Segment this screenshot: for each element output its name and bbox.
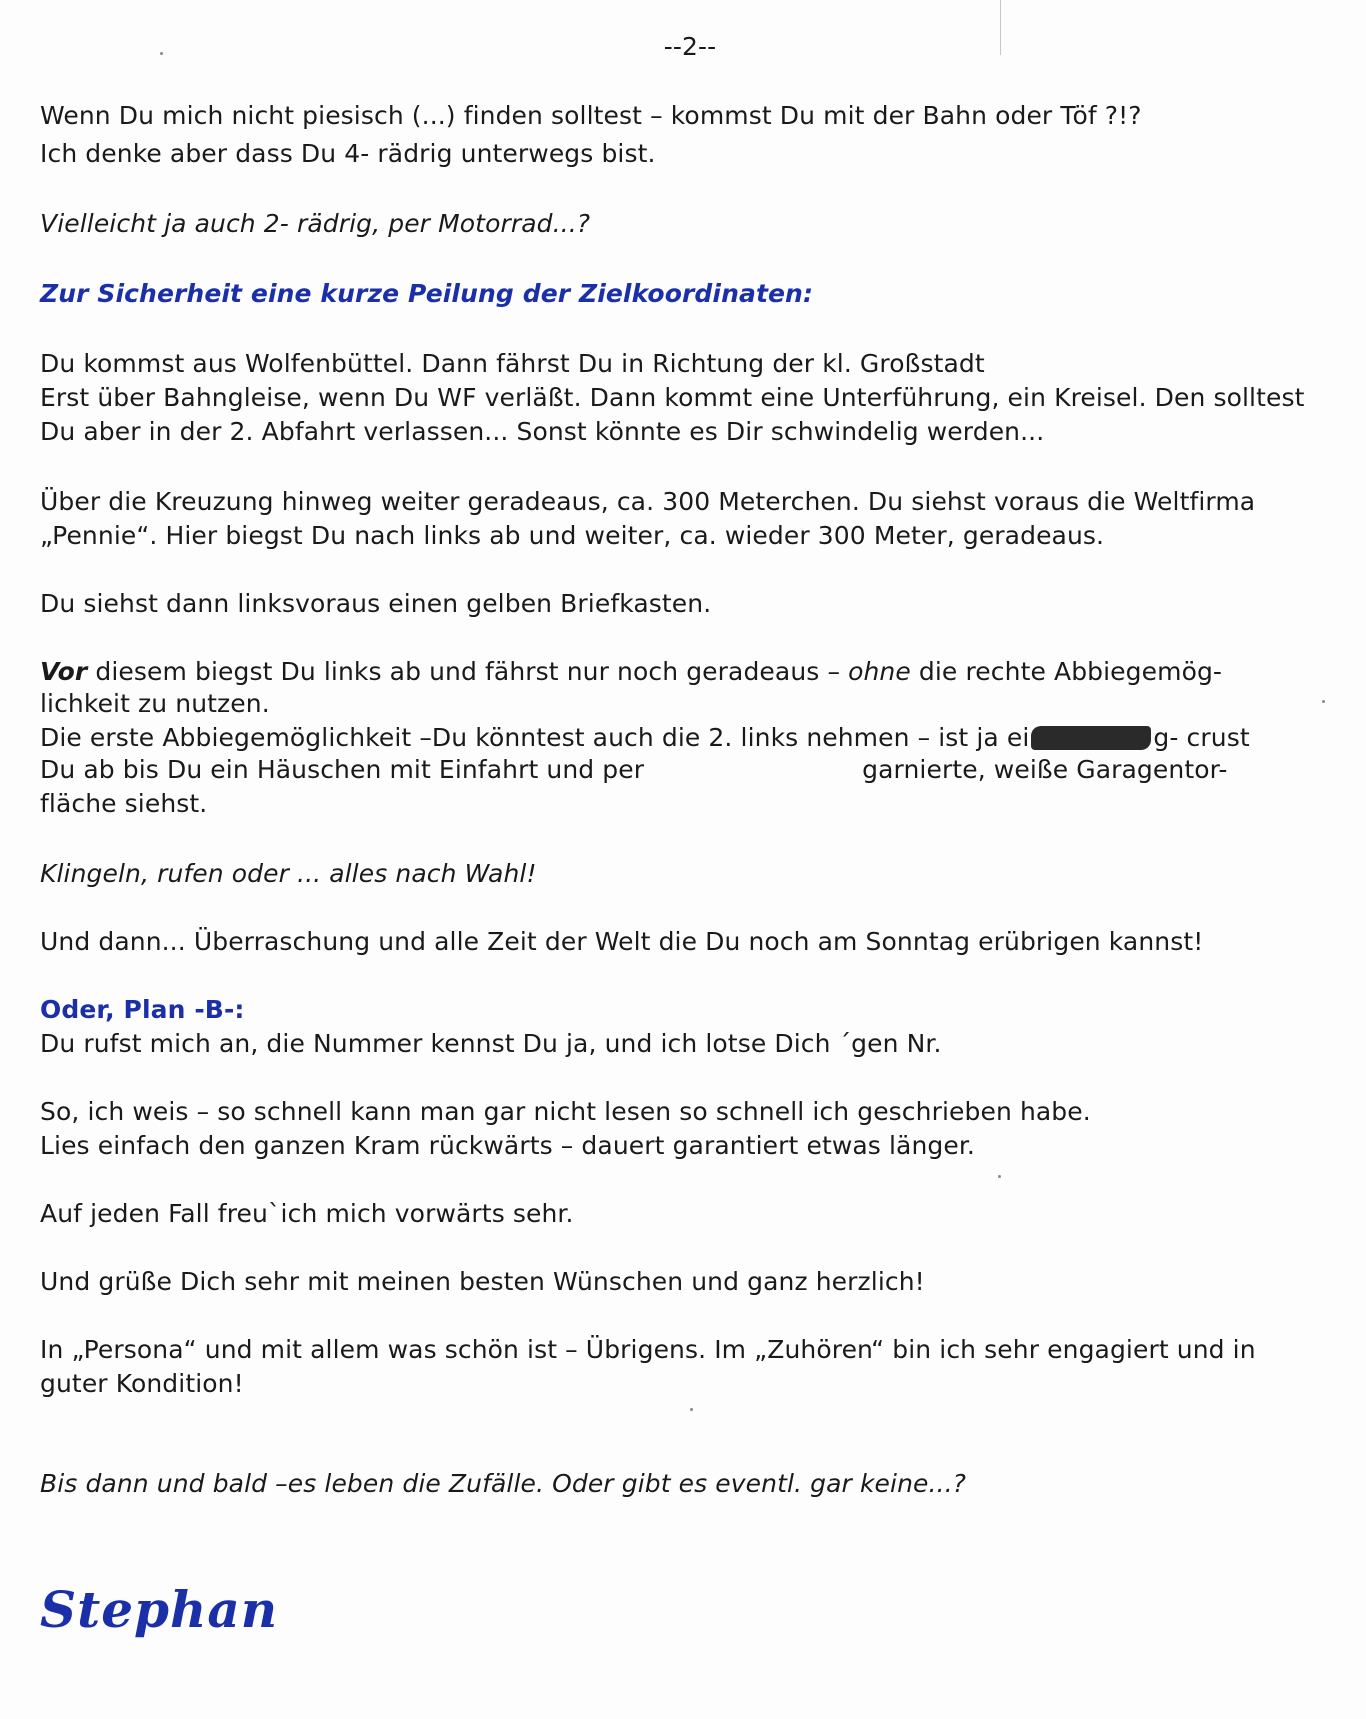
page-number: --2--	[663, 32, 717, 61]
text-span: die rechte Abbiegemög-	[910, 657, 1223, 686]
section-heading: Oder, Plan -B-:	[40, 995, 245, 1024]
text-span: Du ab bis Du ein Häuschen mit Einfahrt und per	[40, 755, 645, 784]
text-line: „Pennie“. Hier biegst Du nach links ab und weiter, ca. wieder 300 Meter, geradeaus.	[40, 521, 1105, 550]
text-line: So, ich weis – so schnell kann man gar nicht lesen so schnell ich geschrieben habe.	[40, 1097, 1091, 1126]
scan-speck	[998, 1175, 1001, 1178]
scan-edge-mark	[1000, 0, 1001, 55]
text-line: Ich denke aber dass Du 4- rädrig unterwegs bist.	[40, 139, 656, 168]
text-span: g- crust	[1153, 723, 1250, 752]
text-line: Du kommst aus Wolfenbüttel. Dann fährst Du in Richtung der kl. Großstadt	[40, 349, 985, 378]
text-line: Du aber in der 2. Abfahrt verlassen... Sonst könnte es Dir schwindelig werden...	[40, 417, 1045, 446]
text-line: In „Persona“ und mit allem was schön ist – Übrigens. Im „Zuhören“ bin ich sehr engagiert und in	[40, 1335, 1256, 1364]
signature: Stephan	[40, 1580, 279, 1639]
text-line-italic: Vielleicht ja auch 2- rädrig, per Motorrad...?	[40, 209, 591, 238]
text-line	[40, 656, 1222, 688]
text-line-italic: Bis dann und bald –es leben die Zufälle. Oder gibt es eventl. gar keine...?	[40, 1469, 967, 1498]
text-line	[40, 754, 1228, 786]
text-line: Lies einfach den ganzen Kram rückwärts – dauert garantiert etwas länger.	[40, 1131, 975, 1160]
text-line: Wenn Du mich nicht piesisch (...) finden solltest – kommst Du mit der Bahn oder Töf ?!?	[40, 101, 1142, 130]
text-line: guter Kondition!	[40, 1369, 244, 1398]
text-line: Du rufst mich an, die Nummer kennst Du ja, und ich lotse Dich ´gen Nr.	[40, 1029, 942, 1058]
text-line: Auf jeden Fall freu`ich mich vorwärts sehr.	[40, 1199, 574, 1228]
scan-speck	[1322, 700, 1325, 703]
erased-area	[644, 758, 862, 778]
redaction-mark	[1031, 726, 1151, 750]
text-span: garnierte, weiße Garagentor-	[862, 755, 1228, 784]
text-line: Erst über Bahngleise, wenn Du WF verläßt. Dann kommt eine Unterführung, ein Kreisel. Den solltest	[40, 383, 1305, 412]
scan-speck	[160, 52, 163, 55]
text-line: Über die Kreuzung hinweg weiter geradeaus, ca. 300 Meterchen. Du siehst voraus die Weltfirma	[40, 487, 1256, 516]
text-line	[40, 722, 1250, 754]
text-line: lichkeit zu nutzen.	[40, 689, 270, 718]
emphasis-text: Vor	[40, 657, 88, 686]
text-line: Und dann... Überraschung und alle Zeit der Welt die Du noch am Sonntag erübrigen kannst!	[40, 927, 1204, 956]
text-line: Und grüße Dich sehr mit meinen besten Wünschen und ganz herzlich!	[40, 1267, 925, 1296]
text-line: fläche siehst.	[40, 789, 208, 818]
emphasis-text: ohne	[848, 657, 911, 686]
text-span: diesem biegst Du links ab und fährst nur noch geradeaus –	[87, 657, 849, 686]
text-line: Du siehst dann linksvoraus einen gelben Briefkasten.	[40, 589, 712, 618]
text-span: Die erste Abbiegemöglichkeit –Du könntest auch die 2. links nehmen – ist ja ei	[40, 723, 1030, 752]
scan-speck	[690, 1408, 693, 1411]
text-line-italic: Klingeln, rufen oder ... alles nach Wahl!	[40, 859, 537, 888]
section-heading: Zur Sicherheit eine kurze Peilung der Zielkoordinaten:	[40, 279, 814, 308]
